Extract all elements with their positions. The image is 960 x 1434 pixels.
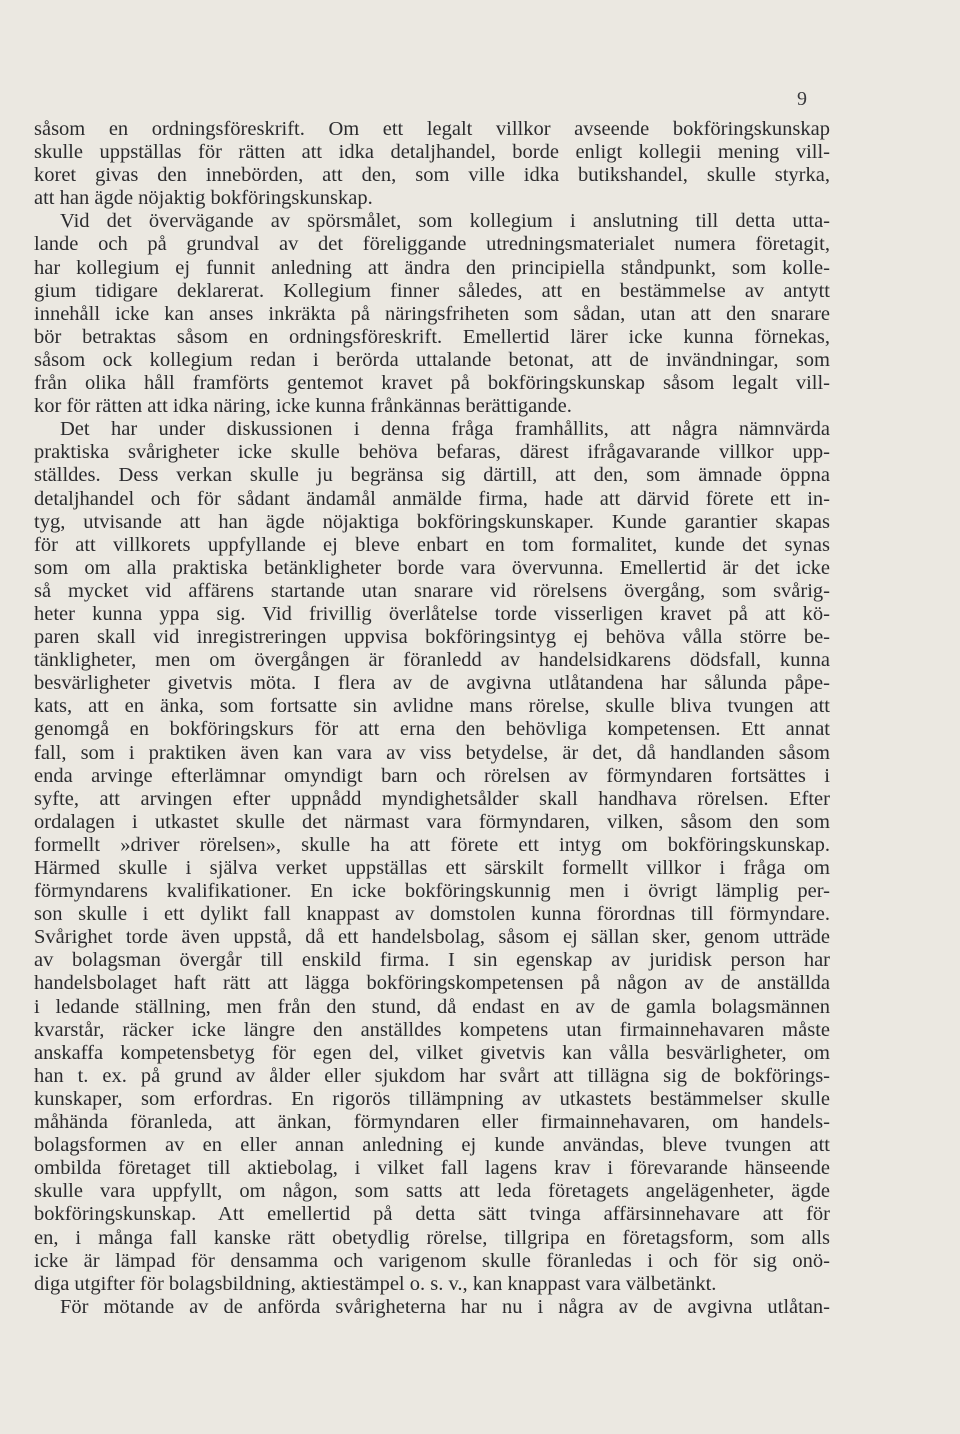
text-line: besvärligheter givetvis möta. I flera av de avgivna utlåtandena har sålunda påpe- bbox=[34, 672, 830, 695]
text-line: koret givas den innebörden, att den, som ville idka butikshandel, skulle styrka, bbox=[34, 164, 830, 187]
text-line: genomgå en bokföringskurs för att erna den behövliga kompetensen. Ett annat bbox=[34, 718, 830, 741]
text-line: Härmed skulle i själva verket uppställas ett särskilt formellt villkor i fråga om bbox=[34, 857, 830, 879]
text-line: måhända föranleda, att änkan, förmyndaren eller firmainnehavaren, om handels- bbox=[34, 1111, 830, 1134]
text-line: fall, som i praktiken även kan vara av viss betydelse, är det, då handlanden såsom bbox=[34, 741, 830, 764]
text-line: innehåll icke kan anses inkräkta på näringsfriheten som sådan, utan att den snarare bbox=[34, 302, 830, 325]
body-text bbox=[34, 118, 830, 1319]
text-line: kunskaper, som erfordras. En rigorös tillämpning av utkastets bestämmelser skulle bbox=[34, 1087, 830, 1110]
text-line: enda arvinge efterlämnar omyndigt barn och rörelsen av förmyndaren fortsättes i bbox=[34, 764, 830, 787]
text-line: tyg, utvisande att han ägde nöjaktiga bokföringskunskaper. Kunde garantier skapas bbox=[34, 510, 830, 533]
text-line: ställdes. Dess verkan skulle ju begränsa sig därtill, att den, som ämnade öppna bbox=[34, 464, 830, 487]
text-line: anskaffa kompetensbetyg för egen del, vilket givetvis kan vålla besvärligheter, om bbox=[34, 1041, 830, 1064]
text-line: För mötande av de anförda svårigheterna har nu i några av de avgivna utlåtan- bbox=[60, 1295, 830, 1318]
text-line: i ledande ställning, men från den stund, då endast en av de gamla bolagsmännen bbox=[34, 995, 830, 1018]
text-line: paren skall vid inregistreringen uppvisa bokföringsintyg ej behöva vålla större be- bbox=[34, 626, 830, 649]
text-line: Svårighet torde även uppstå, då ett handelsbolag, såsom ej sällan sker, genom utträde bbox=[34, 926, 830, 949]
text-line: av bolagsman övergår till enskild firma. I sin egenskap av juridisk person har bbox=[34, 949, 830, 972]
text-line: bör betraktas såsom en ordningsföreskrift. Emellertid lärer icke kunna förnekas, bbox=[34, 325, 830, 348]
text-line: förmyndarens kvalifikationer. En icke bokföringskunnig men i övrigt lämplig per- bbox=[34, 880, 830, 903]
text-line: skulle uppställas för rätten att idka detaljhandel, borde enligt kollegii mening vill- bbox=[34, 141, 830, 164]
text-line: såsom en ordningsföreskrift. Om ett legalt villkor avseende bokföringskunskap bbox=[34, 118, 830, 140]
page-number: 9 bbox=[797, 88, 807, 110]
text-line: skulle vara uppfyllt, om någon, som satts att leda företagets angelägenheter, ägde bbox=[34, 1180, 830, 1203]
text-line: son skulle i ett dylikt fall knappast av domstolen kunna förordnas till förmyndare. bbox=[34, 903, 830, 926]
text-line: ordalagen i utkastet skulle det närmast vara förmyndaren, vilken, såsom den som bbox=[34, 810, 830, 833]
text-line: gium tidigare deklarerat. Kollegium finner således, att en bestämmelse av antytt bbox=[34, 279, 830, 302]
text-line: lande och på grundval av det föreliggande utredningsmaterialet numera företagit, bbox=[34, 233, 830, 256]
text-line: så mycket vid affärens startande utan snarare vid rörelsens övergång, som svårig- bbox=[34, 579, 830, 602]
text-line: Vid det övervägande av spörsmålet, som kollegium i anslutning till detta utta- bbox=[60, 210, 830, 233]
text-line: såsom ock kollegium redan i berörda uttalande betonat, att de invändningar, som bbox=[34, 348, 830, 371]
text-line: diga utgifter för bolagsbildning, aktiestämpel o. s. v., kan knappast vara välbetänkt. bbox=[34, 1272, 717, 1295]
text-line: har kollegium ej funnit anledning att ändra den principiella ståndpunkt, som kolle- bbox=[34, 256, 830, 279]
text-line: kor för rätten att idka näring, icke kunna frånkännas berättigande. bbox=[34, 395, 572, 418]
text-line: handelsbolaget haft rätt att lägga bokföringskompetensen på någon av de anställda bbox=[34, 972, 830, 995]
text-line: en, i många fall kanske rätt obetydlig rörelse, tillgripa en företagsform, som alls bbox=[34, 1226, 830, 1249]
text-line: för att villkorets uppfyllande ej bleve enbart en tom formalitet, kunde det synas bbox=[34, 533, 830, 556]
text-line: han t. ex. på grund av ålder eller sjukdom har svårt att tillägna sig de bokförings- bbox=[34, 1064, 830, 1087]
text-line: att han ägde nöjaktig bokföringskunskap. bbox=[34, 187, 373, 210]
text-line: kvarstår, räcker icke längre den anställdes kompetens utan firmainnehavaren måste bbox=[34, 1018, 830, 1041]
text-line: bokföringskunskap. Att emellertid på detta sätt tvinga affärsinnehavare att för bbox=[34, 1203, 830, 1226]
text-line: icke är lämpad för densamma och varigenom skulle föranledas i och för sig onö- bbox=[34, 1249, 830, 1272]
text-line: kats, att en änka, som fortsatte sin avlidne mans rörelse, skulle bliva tvungen att bbox=[34, 695, 830, 718]
text-line: detaljhandel och för sådant ändamål anmälde firma, hade att därvid förete ett in- bbox=[34, 487, 830, 510]
text-line: syfte, att arvingen efter uppnådd myndighetsålder skall handhava rörelsen. Efter bbox=[34, 787, 830, 810]
text-line: Det har under diskussionen i denna fråga framhållits, att några nämnvärda bbox=[60, 418, 830, 441]
text-line: formellt »driver rörelsen», skulle ha att förete ett intyg om bokföringskunskap. bbox=[34, 833, 830, 856]
text-line: från olika håll framförts gentemot kravet på bokföringskunskap såsom legalt vill- bbox=[34, 372, 830, 395]
text-line: bolagsformen av en eller annan anledning ej kunde användas, bleve tvungen att bbox=[34, 1134, 830, 1157]
text-line: heter kunna yppa sig. Vid frivillig överlåtelse torde visserligen kravet på att kö- bbox=[34, 602, 830, 625]
text-line: ombilda företaget till aktiebolag, i vilket fall lagens krav i förevarande hänseende bbox=[34, 1157, 830, 1180]
text-line: som om alla praktiska betänkligheter borde vara övervunna. Emellertid är det icke bbox=[34, 556, 830, 579]
text-line: praktiska svårigheter icke skulle behöva befaras, därest ifrågavarande villkor upp- bbox=[34, 441, 830, 464]
text-line: tänkligheter, men om övergången är föranledd av handelsidkarens dödsfall, kunna bbox=[34, 649, 830, 672]
